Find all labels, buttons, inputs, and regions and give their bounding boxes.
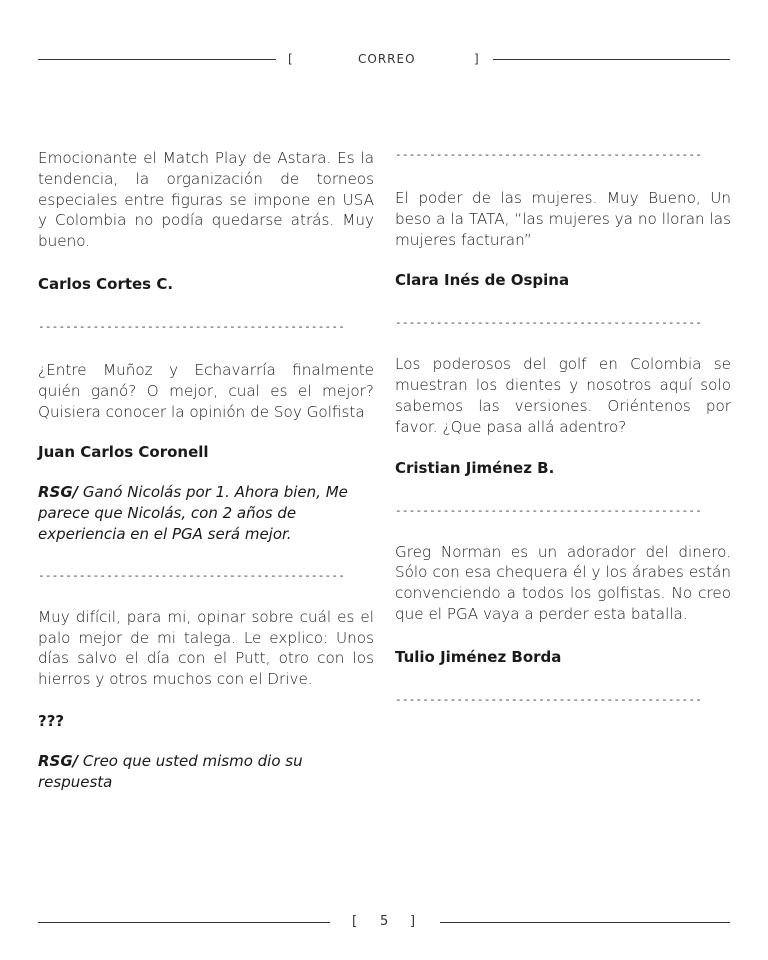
left-column [38,148,374,793]
letter-text: Greg Norman es un adorador del dinero. Sólo con esa chequera él y los árabes están convenciendo a todos los golfistas. No creo que el PGA vaya a perder esta batalla. [395,542,731,623]
separator: --------------------------------------------- [395,316,703,330]
footer-open-bracket: [ [352,914,358,929]
letter-author: Clara Inés de Ospina [395,271,570,290]
letter-author: Cristian Jiménez B. [395,458,555,477]
page-number: 5 [380,914,389,929]
footer-rule-right [440,922,730,923]
reply-tag: RSG/ [38,483,79,502]
separator: --------------------------------------------- [395,692,703,706]
reply-tag: RSG/ [38,751,79,770]
letter-author: ??? [38,711,65,730]
header-rule-left [38,59,276,60]
separator: --------------------------------------------- [395,148,703,161]
footer-close-bracket: ] [410,914,416,929]
letter-text: ¿Entre Muñoz y Echavarría finalmente quién ganó? O mejor, cual es el mejor? Quisiera conocer la opinión de Soy Golfista [38,360,374,421]
reply-text: Creo que usted mismo dio su respuesta [38,751,303,791]
header-close-bracket: ] [474,52,480,66]
separator: --------------------------------------------- [38,319,346,333]
header-rule-right [493,59,730,60]
letter-author: Tulio Jiménez Borda [395,647,562,666]
letter-author: Juan Carlos Coronell [38,443,209,462]
reply-text: Ganó Nicolás por 1. Ahora bien, Me parece que Nicolás, con 2 años de experiencia en el PGA será mejor. [38,483,348,543]
right-column [395,148,731,707]
section-title: CORREO [358,52,416,66]
editor-reply [38,751,374,793]
separator: --------------------------------------------- [395,503,703,517]
footer-rule-left [38,922,330,923]
letter-author: Carlos Cortes C. [38,274,174,293]
editor-reply [38,482,374,544]
header-open-bracket: [ [288,52,294,66]
letter-text: Muy difícil, para mi, opinar sobre cuál es el palo mejor de mi talega. Le explico: Unos días salvo el día con el Putt, otro con los hierros y otros muchos con el Drive. [38,607,374,689]
letter-text: Emocionante el Match Play de Astara. Es la tendencia, la organización de torneos especiales entre figuras se impone en USA y Colombia no podía quedarse atrás. Muy bueno. [38,149,374,251]
letter-text: Los poderosos del golf en Colombia se muestran los dientes y nosotros aquí solo sabemos las versiones. Oriéntenos por favor. ¿Que pasa allá adentro? [395,355,731,436]
letter-text: El poder de las mujeres. Muy Bueno, Un beso a la TATA, “las mujeres ya no lloran las mujeres facturan” [395,189,731,249]
separator: --------------------------------------------- [38,568,346,582]
